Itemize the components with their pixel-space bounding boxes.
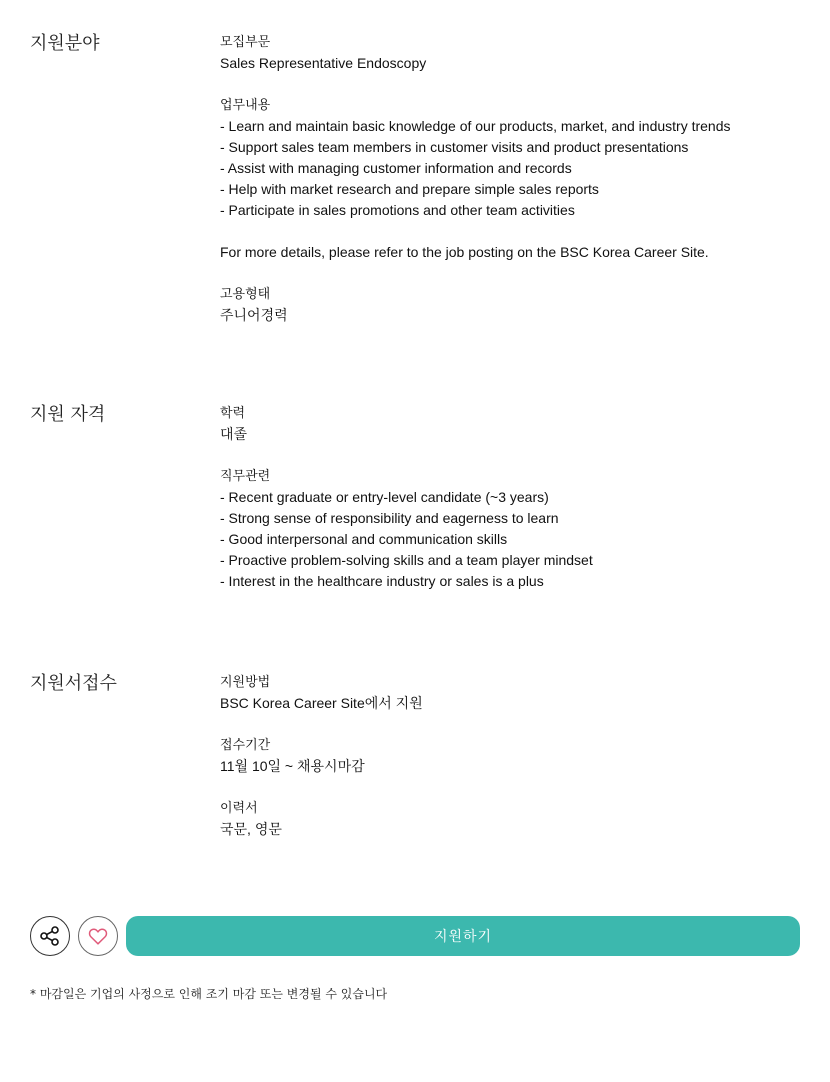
list-item: - Good interpersonal and communication skills [220,531,508,547]
section-title-qualifications: 지원 자격 [30,404,106,425]
section-body-application [220,672,810,861]
field-block-position [220,32,810,74]
list-item: - Support sales team members in customer visits and product presentations [220,139,689,155]
field-value: 국문, 영문 [220,821,282,837]
section-body-qualifications [220,403,810,613]
field-label: 업무내용 [220,98,271,113]
field-value: 11월 10일 ~ 채용시마감 [220,758,365,774]
list-item: - Interest in the healthcare industry or sales is a plus [220,573,544,589]
list-item: - Proactive problem-solving skills and a team player mindset [220,552,593,568]
field-value: BSC Korea Career Site에서 지원 [220,695,423,711]
apply-button[interactable]: 지원하기 [126,916,800,956]
field-label: 직무관련 [220,469,271,484]
field-label: 이력서 [220,801,258,816]
list-item: - Learn and maintain basic knowledge of our products, market, and industry trends [220,118,731,134]
details-note: For more details, please refer to the job posting on the BSC Korea Career Site. [220,244,709,260]
section-body-job-fields [220,32,810,347]
action-bar [30,916,800,956]
field-block-employment-type [220,284,810,326]
field-block-duties [220,95,810,221]
field-block-job-related [220,466,810,592]
deadline-notice: * 마감일은 기업의 사정으로 인해 조기 마감 또는 변경될 수 있습니다 [30,987,388,1001]
section-title-job-fields: 지원분야 [30,33,100,54]
field-block-period [220,735,810,777]
field-label: 학력 [220,406,246,421]
field-block-details-note [220,242,810,263]
list-item: - Strong sense of responsibility and eagerness to learn [220,510,559,526]
field-value: 주니어경력 [220,307,288,323]
share-icon [39,925,61,947]
list-item: - Recent graduate or entry-level candidate (~3 years) [220,489,549,505]
field-label: 모집부문 [220,35,271,50]
field-block-resume [220,798,810,840]
field-block-education [220,403,810,445]
field-label: 접수기간 [220,738,271,753]
list-item: - Help with market research and prepare simple sales reports [220,181,599,197]
field-value: Sales Representative Endoscopy [220,55,427,71]
field-value: 대졸 [220,426,248,442]
share-button[interactable] [30,916,70,956]
section-title-application: 지원서접수 [30,673,117,694]
heart-icon [87,925,109,947]
field-block-method [220,672,810,714]
list-item: - Assist with managing customer information and records [220,160,572,176]
field-label: 고용형태 [220,287,271,302]
list-item: - Participate in sales promotions and other team activities [220,202,575,218]
field-label: 지원방법 [220,675,271,690]
like-button[interactable] [78,916,118,956]
